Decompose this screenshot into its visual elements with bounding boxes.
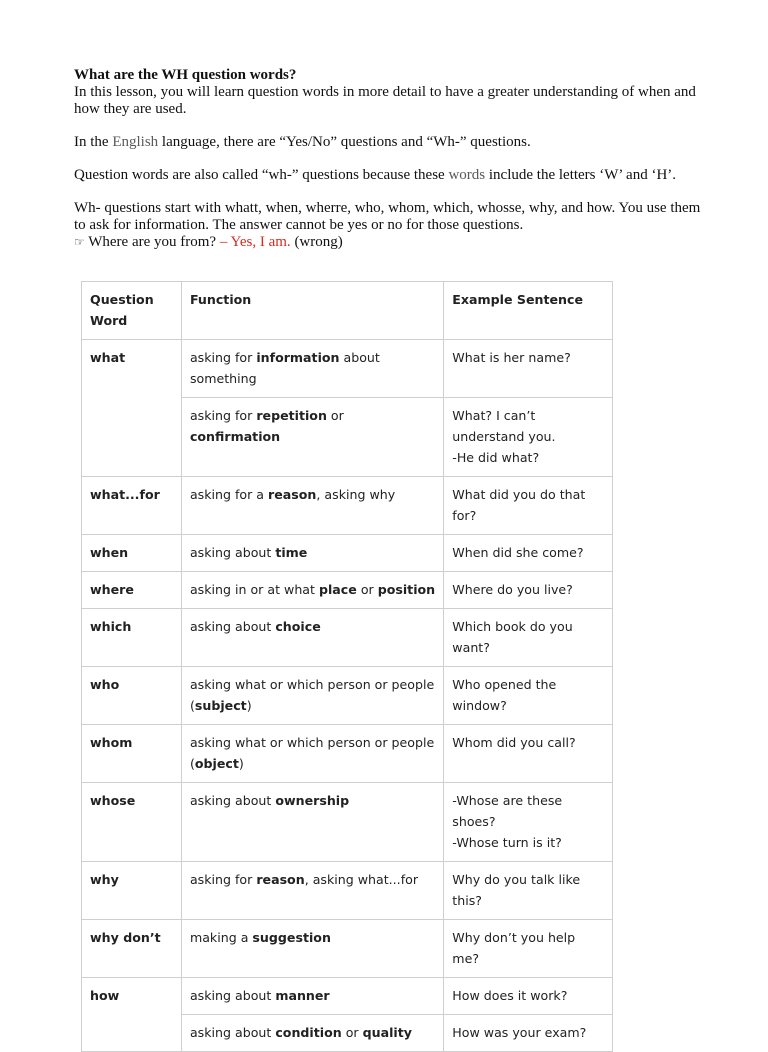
function-text: making a [189,930,253,945]
table-row [82,978,613,1015]
function-cell [181,978,443,1015]
question-word-cell: what [82,340,182,477]
function-text: , asking what...for [304,872,419,887]
function-cell [181,862,443,920]
table-row [82,783,613,862]
function-cell [181,340,443,398]
header-function: Function [181,282,443,340]
example-sentence-cell: How does it work? [444,978,613,1015]
question-word-cell: who [82,667,182,725]
example-sentence-cell: Who opened the window? [444,667,613,725]
example-sentence-cell: Whom did you call? [444,725,613,783]
function-text: asking what or which person or people ( [189,735,435,771]
function-text: or [356,582,378,597]
function-text: asking in or at what [189,582,319,597]
table-row [82,535,613,572]
function-cell [181,572,443,609]
function-keyword: confirmation [189,429,281,444]
example-question: Where are you from? [84,234,220,250]
function-text: or [326,408,344,423]
example-sentence-cell: When did she come? [444,535,613,572]
function-cell [181,535,443,572]
function-text: asking about [189,545,276,560]
function-text: asking about [189,1025,276,1040]
function-keyword: choice [275,619,321,634]
function-text: asking about [189,793,276,808]
function-keyword: place [318,582,357,597]
question-word-cell: whom [82,725,182,783]
example-sentence-cell: What? I can’t understand you. -He did what? [444,398,613,477]
example-note: (wrong) [290,234,343,250]
table-header-row [82,282,613,340]
function-text: asking about [189,988,276,1003]
example-sentence-cell: Why don’t you help me? [444,920,613,978]
function-keyword: condition [275,1025,342,1040]
words-link[interactable]: words [448,167,486,183]
function-text: ) [246,698,252,713]
function-keyword: manner [275,988,330,1003]
function-cell [181,1015,443,1052]
function-text: asking for [189,872,257,887]
question-word-cell: which [82,609,182,667]
function-text: asking what or which person or people ( [189,677,435,713]
function-keyword: time [275,545,308,560]
function-cell [181,609,443,667]
wh-definition-paragraph [74,167,704,184]
question-word-cell: how [82,978,182,1052]
text-span: In the [74,134,113,150]
table-row [82,340,613,398]
function-keyword: object [194,756,239,771]
function-keyword: reason [256,872,305,887]
function-keyword: reason [268,487,317,502]
example-sentence-cell: Why do you talk like this? [444,862,613,920]
page-title: What are the WH question words? [74,67,297,83]
example-sentence-cell: Which book do you want? [444,609,613,667]
example-sentence-cell: What is her name? [444,340,613,398]
pointing-hand-icon: ☞ [74,235,85,249]
function-text: about something [189,350,380,386]
header-question-word: Question Word [82,282,182,340]
table-row [82,920,613,978]
table-row [82,862,613,920]
function-keyword: repetition [256,408,327,423]
function-text: , asking why [316,487,396,502]
text-span: language, there are “Yes/No” questions and “Wh-” questions. [158,134,531,150]
wrong-example [74,234,704,251]
header-example-sentence: Example Sentence [444,282,613,340]
function-keyword: subject [194,698,247,713]
example-sentence-cell: How was your exam? [444,1015,613,1052]
function-keyword: suggestion [252,930,331,945]
function-cell [181,398,443,477]
function-text: or [341,1025,363,1040]
question-word-cell: why don’t [82,920,182,978]
table-row [82,667,613,725]
question-word-cell: where [82,572,182,609]
function-text: ) [238,756,244,771]
function-text: asking for [189,350,257,365]
table-row [82,477,613,535]
document-body [74,66,704,251]
text-span: Question words are also called “wh-” questions because these [74,167,449,183]
question-word-cell: when [82,535,182,572]
function-text: asking about [189,619,276,634]
function-keyword: position [377,582,436,597]
wh-usage-paragraph: Wh- questions start with whatt, when, wherre, who, whom, which, whosse, why, and how. You use them to ask for information. The answer cannot be yes or no for those questions. [74,200,701,233]
table-row [82,725,613,783]
example-sentence-cell: Where do you live? [444,572,613,609]
table-row [82,609,613,667]
function-keyword: quality [362,1025,412,1040]
function-keyword: information [256,350,340,365]
example-sentence-cell: What did you do that for? [444,477,613,535]
function-cell [181,725,443,783]
yes-no-paragraph [74,134,704,151]
function-cell [181,667,443,725]
question-word-cell: whose [82,783,182,862]
english-link[interactable]: English [112,134,159,150]
table-row [82,572,613,609]
function-cell [181,783,443,862]
question-words-table [81,281,613,1052]
function-text: asking for a [189,487,269,502]
example-sentence-cell: -Whose are these shoes? -Whose turn is it? [444,783,613,862]
function-cell [181,920,443,978]
question-word-cell: what...for [82,477,182,535]
question-word-cell: why [82,862,182,920]
function-keyword: ownership [275,793,350,808]
function-cell [181,477,443,535]
intro-paragraph: In this lesson, you will learn question words in more detail to have a greater understanding of when and how they are used. [74,84,696,117]
text-span: include the letters ‘W’ and ‘H’. [485,167,677,183]
function-text: asking for [189,408,257,423]
example-answer: – Yes, I am. [219,234,291,250]
